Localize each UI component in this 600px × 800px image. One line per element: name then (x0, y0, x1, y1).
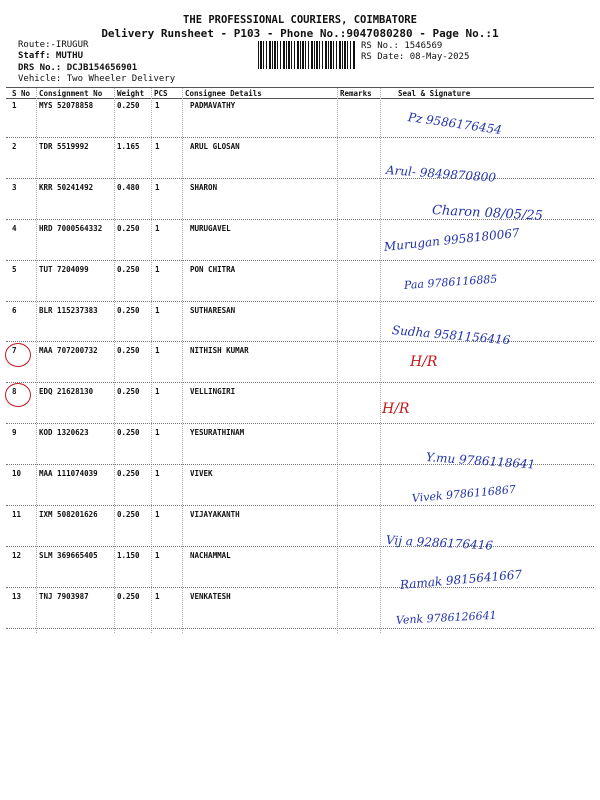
cell-pcs: 1 (155, 264, 160, 274)
cell-sno: 2 (12, 141, 17, 151)
signature-13: Venk 9786126641 (395, 608, 497, 627)
cell-consignment: IXM 508201626 (39, 510, 98, 519)
cell-weight: 0.250 (117, 264, 140, 274)
signature-3: Charon 08/05/25 (431, 203, 544, 224)
cell-consignee: VELLINGIRI (190, 387, 236, 397)
cell-weight: 1.165 (117, 141, 140, 151)
cell-consignee: VIJAYAKANTH (190, 510, 240, 519)
row-separator (6, 137, 594, 138)
cell-sno: 6 (12, 305, 17, 315)
cell-consignee: NITHISH KUMAR (190, 346, 249, 356)
col-consignment: Consignment No (39, 89, 103, 98)
signature-11: Vij a 9286176416 (385, 533, 494, 553)
signature-12: Ramak 9815641667 (399, 567, 523, 592)
cell-weight: 0.250 (117, 469, 140, 479)
row-separator (6, 546, 594, 547)
cell-sno: 9 (12, 428, 17, 438)
cell-pcs: 1 (155, 428, 160, 438)
cell-consignee: SHARON (190, 182, 218, 192)
vehicle-label: Vehicle: Two Wheeler Delivery (18, 74, 176, 84)
cell-consignment: BLR 115237383 (39, 305, 98, 315)
col-divider (380, 88, 381, 633)
cell-weight: 0.250 (117, 510, 140, 519)
cell-consignment: TDR 5519992 (39, 141, 89, 151)
row-separator (6, 628, 594, 629)
cell-pcs: 1 (155, 469, 160, 479)
cell-pcs: 1 (155, 305, 160, 315)
barcode-image (258, 41, 356, 69)
cell-sno: 5 (12, 264, 17, 274)
col-weight: Weight (117, 89, 145, 98)
route-label: Route:-IRUGUR (18, 40, 89, 50)
cell-consignment: KRR 50241492 (39, 182, 94, 192)
cell-consignment: MAA 707200732 (39, 346, 98, 356)
cell-pcs: 1 (155, 591, 160, 601)
cell-weight: 0.480 (117, 182, 140, 192)
cell-sno: 7 (12, 346, 17, 356)
cell-weight: 1.150 (117, 550, 140, 560)
col-divider (36, 88, 37, 633)
cell-consignee: SUTHARESAN (190, 305, 236, 315)
red-circle-mark (5, 343, 31, 367)
signature-2: Arul- 9849870800 (385, 163, 497, 185)
rs-date: RS Date: 08-May-2025 (361, 52, 470, 62)
signature-5: Paa 9786116885 (403, 272, 498, 292)
table-header-border (6, 98, 594, 99)
cell-sno: 13 (12, 591, 22, 601)
cell-weight: 0.250 (117, 101, 140, 110)
cell-pcs: 1 (155, 223, 160, 233)
cell-pcs: 1 (155, 141, 160, 151)
cell-sno: 4 (12, 223, 17, 233)
cell-weight: 0.250 (117, 387, 140, 397)
cell-weight: 0.250 (117, 223, 140, 233)
cell-consignment: MAA 111074039 (39, 469, 98, 479)
row-separator (6, 301, 594, 302)
cell-weight: 0.250 (117, 428, 140, 438)
cell-sno: 8 (12, 387, 17, 397)
runsheet-subtitle: Delivery Runsheet - P103 - Phone No.:9047080280 - Page No.:1 (101, 27, 499, 40)
cell-pcs: 1 (155, 346, 160, 356)
cell-pcs: 1 (155, 550, 160, 560)
red-circle-mark (5, 383, 31, 407)
cell-sno: 12 (12, 550, 22, 560)
col-seal: Seal & Signature (398, 89, 471, 98)
cell-sno: 3 (12, 182, 17, 192)
col-consignee: Consignee Details (185, 89, 262, 98)
staff-label: Staff: MUTHU (18, 51, 84, 61)
table-top-border (6, 87, 594, 88)
cell-pcs: 1 (155, 101, 160, 110)
cell-consignment: KOD 1320623 (39, 428, 89, 438)
col-divider (337, 88, 338, 633)
col-divider (114, 88, 115, 633)
col-divider (151, 88, 152, 633)
cell-consignee: ARUL GLOSAN (190, 141, 240, 151)
cell-consignment: HRD 7000564332 (39, 223, 103, 233)
cell-pcs: 1 (155, 510, 160, 519)
cell-consignment: EDQ 21628130 (39, 387, 94, 397)
cell-sno: 10 (12, 469, 22, 479)
cell-consignee: MURUGAVEL (190, 223, 231, 233)
cell-consignee: VIVEK (190, 469, 213, 479)
cell-consignee: VENKATESH (190, 591, 231, 601)
cell-consignee: PON CHITRA (190, 264, 236, 274)
col-sno: S No (12, 89, 31, 98)
col-divider (182, 88, 183, 633)
cell-consignment: SLM 369665405 (39, 550, 98, 560)
cell-weight: 0.250 (117, 305, 140, 315)
col-pcs: PCS (154, 89, 168, 98)
row-separator (6, 505, 594, 506)
signature-9: Y.mu 9786118641 (425, 450, 536, 472)
red-remark-7: H/R (410, 354, 438, 370)
cell-sno: 1 (12, 101, 17, 110)
cell-consignment: TUT 7204099 (39, 264, 89, 274)
cell-consignee: YESURATHINAM (190, 428, 245, 438)
company-title: THE PROFESSIONAL COURIERS, COIMBATORE (183, 14, 417, 26)
signature-10: Vivek 9786116867 (411, 482, 517, 505)
red-remark-8: H/R (382, 401, 410, 417)
row-separator (6, 587, 594, 588)
cell-consignment: MYS 52078858 (39, 101, 94, 110)
cell-consignee: PADMAVATHY (190, 101, 236, 110)
drs-number: DRS No.: DCJB154656901 (18, 63, 138, 73)
cell-pcs: 1 (155, 182, 160, 192)
cell-weight: 0.250 (117, 346, 140, 356)
rs-number: RS No.: 1546569 (361, 41, 443, 51)
col-remarks: Remarks (340, 89, 372, 98)
row-separator (6, 423, 594, 424)
row-separator (6, 178, 594, 179)
cell-weight: 0.250 (117, 591, 140, 601)
row-separator (6, 382, 594, 383)
row-separator (6, 260, 594, 261)
cell-consignment: TNJ 7903987 (39, 591, 89, 601)
cell-sno: 11 (12, 510, 22, 519)
signature-6: Sudha 9581156416 (391, 323, 511, 348)
cell-consignee: NACHAMMAL (190, 550, 231, 560)
signature-1: Pz 9586176454 (407, 110, 503, 138)
cell-pcs: 1 (155, 387, 160, 397)
signature-4: Murugan 9958180067 (383, 225, 521, 254)
